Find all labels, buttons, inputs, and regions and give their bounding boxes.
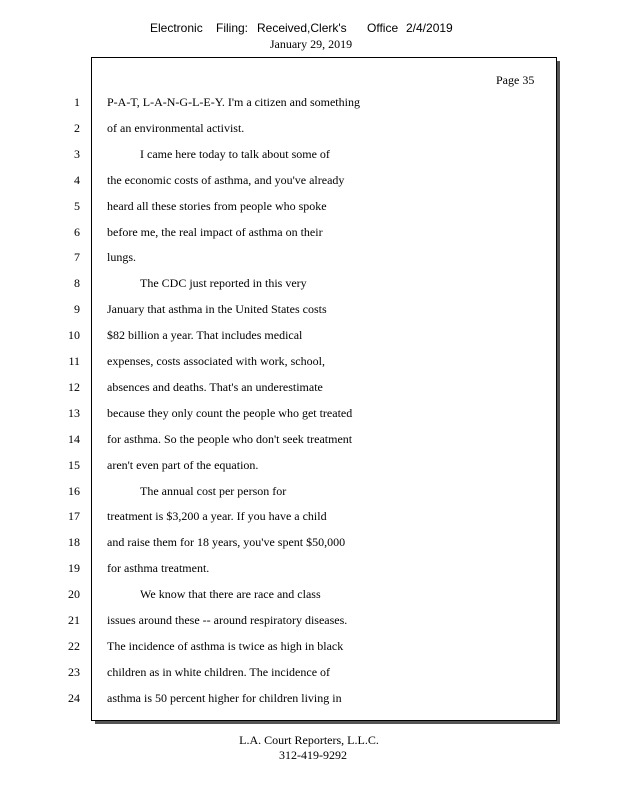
line-number: 17 [68, 509, 80, 524]
transcript-line [0, 199, 618, 225]
transcript-line [0, 484, 618, 510]
line-number: 21 [68, 613, 80, 627]
line-number: 4 [74, 172, 80, 187]
line-number: 23 [68, 664, 80, 679]
line-text: The incidence of asthma is twice as high in black [107, 638, 344, 653]
transcript-line [0, 691, 618, 717]
transcript-line [0, 639, 618, 665]
line-text: and raise them for 18 years, you've spent $50,000 [107, 535, 346, 550]
line-number: 18 [68, 535, 80, 550]
transcript-line [0, 276, 618, 302]
line-text: lungs. [107, 250, 137, 265]
stamp-filing: Filing: [216, 21, 249, 35]
transcript-line [0, 509, 618, 535]
line-number: 15 [68, 457, 80, 472]
line-number: 9 [74, 302, 80, 317]
line-text: children as in white children. The incidence of [107, 664, 331, 679]
line-number: 14 [68, 431, 80, 446]
transcript-date: January 29, 2019 [269, 37, 353, 51]
line-text: January that asthma in the United States costs [107, 302, 327, 317]
transcript-line [0, 173, 618, 199]
line-text: The annual cost per person for [140, 483, 287, 498]
transcript-line [0, 225, 618, 251]
line-text: aren't even part of the equation. [107, 457, 259, 472]
line-number: 1 [74, 95, 80, 109]
transcript-line [0, 380, 618, 406]
line-text: P-A-T, L-A-N-G-L-E-Y. I'm a citizen and something [107, 95, 360, 109]
line-text: expenses, costs associated with work, school, [107, 354, 325, 368]
transcript-line [0, 328, 618, 354]
line-text: heard all these stories from people who spoke [107, 198, 327, 213]
line-number: 11 [68, 354, 80, 368]
line-number: 20 [68, 587, 80, 602]
line-number: 6 [74, 224, 80, 239]
transcript-line [0, 250, 618, 276]
filing-stamp [0, 21, 618, 37]
frame-shadow-bottom [95, 721, 560, 724]
line-number: 5 [74, 198, 80, 213]
line-number: 3 [74, 146, 80, 161]
footer-phone: 312-419-9292 [279, 748, 347, 762]
line-text: absences and deaths. That's an underestimate [107, 379, 323, 394]
line-number: 24 [68, 690, 80, 705]
transcript-line [0, 95, 618, 121]
line-text: $82 billion a year. That includes medical [107, 328, 303, 343]
transcript-line [0, 302, 618, 328]
transcript-line [0, 535, 618, 561]
line-text: asthma is 50 percent higher for children living in [107, 690, 342, 705]
line-text: for asthma. So the people who don't seek treatment [107, 431, 353, 446]
transcript-line [0, 432, 618, 458]
stamp-office: Office [367, 21, 399, 35]
line-number: 13 [68, 405, 80, 420]
line-text: for asthma treatment. [107, 561, 210, 576]
transcript-line [0, 147, 618, 173]
line-number: 19 [68, 561, 80, 576]
stamp-received: Received,Clerk's [257, 21, 347, 35]
page-number: Page 35 [496, 73, 535, 87]
transcript-line [0, 665, 618, 691]
line-number: 16 [68, 483, 80, 498]
line-number: 12 [68, 379, 80, 394]
line-text: We know that there are race and class [140, 587, 321, 602]
transcript-line [0, 406, 618, 432]
stamp-date: 2/4/2019 [406, 21, 453, 35]
line-text: of an environmental activist. [107, 120, 245, 135]
line-number: 10 [68, 328, 80, 343]
transcript-line [0, 354, 618, 380]
line-text: The CDC just reported in this very [140, 276, 307, 291]
line-text: before me, the real impact of asthma on their [107, 224, 323, 239]
line-text: because they only count the people who get treated [107, 405, 353, 420]
transcript-line [0, 458, 618, 484]
line-number: 22 [68, 638, 80, 653]
line-text: I came here today to talk about some of [140, 146, 330, 161]
stamp-electronic: Electronic [150, 21, 203, 35]
line-text: issues around these -- around respiratory diseases. [107, 613, 348, 627]
line-text: treatment is $3,200 a year. If you have a child [107, 509, 327, 524]
transcript-line [0, 561, 618, 587]
line-text: the economic costs of asthma, and you've already [107, 172, 345, 187]
transcript-line [0, 587, 618, 613]
transcript-line [0, 121, 618, 147]
line-number: 2 [74, 120, 80, 135]
line-number: 8 [74, 276, 80, 291]
footer-company: L.A. Court Reporters, L.L.C. [239, 733, 379, 747]
transcript-line [0, 613, 618, 639]
line-number: 7 [74, 250, 80, 265]
